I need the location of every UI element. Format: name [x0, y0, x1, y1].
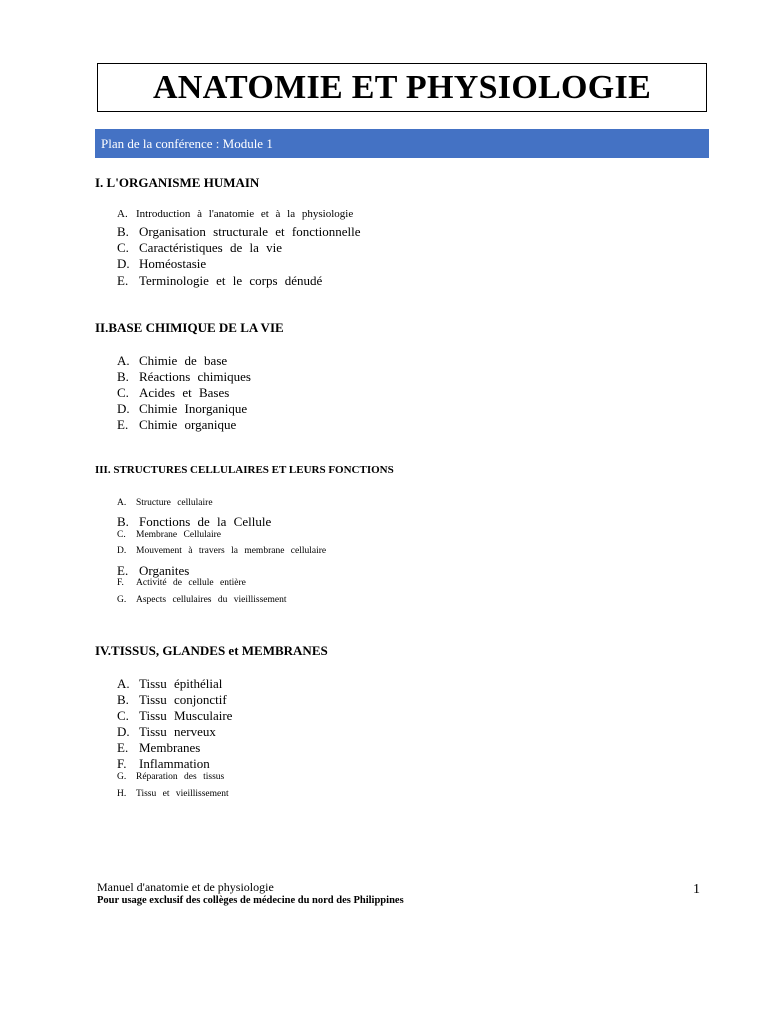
item-text: Inflammation [139, 756, 210, 771]
item-text: Mouvement à travers la membrane cellulaire [136, 546, 327, 556]
item-text: Acides et Bases [139, 385, 230, 400]
list-item [117, 725, 216, 738]
item-text: Réactions chimiques [139, 369, 251, 384]
list-item [117, 241, 282, 254]
item-text: Chimie de base [139, 353, 228, 368]
item-letter: H. [117, 789, 127, 799]
item-text: Structure cellulaire [136, 498, 213, 508]
list-item [117, 564, 189, 577]
item-text: Organites [139, 563, 190, 578]
list-item [117, 418, 236, 431]
item-text: Réparation des tissus [136, 772, 225, 782]
list-item [117, 354, 227, 367]
section-heading: III. STRUCTURES CELLULAIRES ET LEURS FONCTIONS [95, 464, 394, 476]
item-text: Membranes [139, 740, 201, 755]
item-letter: D. [117, 256, 130, 271]
item-text: Tissu épithélial [139, 676, 223, 691]
item-letter: C. [117, 530, 126, 540]
list-item [117, 402, 247, 415]
item-letter: E. [117, 417, 129, 432]
item-text: Organisation structurale et fonctionnelle [139, 224, 361, 239]
list-item [117, 274, 322, 287]
item-letter: B. [117, 514, 129, 529]
item-text: Chimie Inorganique [139, 401, 248, 416]
list-item [117, 579, 246, 589]
item-letter: A. [117, 353, 130, 368]
section-heading: II.BASE CHIMIQUE DE LA VIE [95, 320, 284, 335]
list-item [117, 677, 222, 690]
list-item [117, 547, 326, 557]
item-text: Chimie organique [139, 417, 237, 432]
list-item [117, 225, 361, 238]
item-letter: F. [117, 578, 124, 588]
list-item [117, 741, 200, 754]
item-text: Tissu Musculaire [139, 708, 233, 723]
item-letter: B. [117, 224, 129, 239]
list-item [117, 370, 251, 383]
item-text: Caractéristiques de la vie [139, 240, 283, 255]
item-letter: E. [117, 563, 129, 578]
item-text: Aspects cellulaires du vieillissement [136, 595, 287, 605]
item-text: Tissu conjonctif [139, 692, 227, 707]
item-letter: G. [117, 772, 127, 782]
item-text: Membrane Cellulaire [136, 530, 221, 540]
list-item [117, 386, 229, 399]
list-item [117, 515, 271, 528]
title-box [97, 63, 707, 112]
section-heading: IV.TISSUS, GLANDES et MEMBRANES [95, 643, 328, 658]
list-item [117, 257, 206, 270]
item-letter: C. [117, 385, 129, 400]
list-item [117, 531, 221, 541]
module-banner [95, 129, 709, 158]
item-letter: A. [117, 676, 130, 691]
list-item [117, 709, 232, 722]
document-title: ANATOMIE ET PHYSIOLOGIE [152, 68, 652, 106]
page-number: 1 [693, 882, 700, 897]
item-text: Tissu nerveux [139, 724, 216, 739]
footer [97, 880, 404, 909]
item-letter: B. [117, 692, 129, 707]
list-item [117, 209, 353, 220]
item-text: Terminologie et le corps dénudé [139, 273, 323, 288]
item-letter: A. [117, 498, 127, 508]
list-item [117, 790, 229, 800]
item-text: Tissu et vieillissement [136, 789, 229, 799]
item-letter: A. [117, 208, 128, 220]
item-letter: G. [117, 595, 127, 605]
module-banner-text: Plan de la conférence : Module 1 [101, 135, 273, 151]
footer-notice: Pour usage exclusif des collèges de médecine du nord des Philippines [97, 895, 404, 907]
item-letter: E. [117, 273, 129, 288]
list-item [117, 596, 287, 606]
item-letter: D. [117, 401, 130, 416]
item-letter: C. [117, 240, 129, 255]
item-letter: D. [117, 724, 130, 739]
item-letter: F. [117, 756, 127, 771]
item-letter: E. [117, 740, 129, 755]
item-text: Introduction à l'anatomie et à la physiologie [136, 208, 354, 220]
item-text: Fonctions de la Cellule [139, 514, 272, 529]
list-item [117, 757, 210, 770]
footer-title: Manuel d'anatomie et de physiologie [97, 880, 274, 894]
item-letter: B. [117, 369, 129, 384]
item-text: Activité de cellule entière [136, 578, 246, 588]
item-letter: D. [117, 546, 127, 556]
section-heading: I. L'ORGANISME HUMAIN [95, 175, 260, 190]
item-letter: C. [117, 708, 129, 723]
list-item [117, 773, 224, 783]
list-item [117, 693, 227, 706]
list-item [117, 499, 213, 509]
item-text: Homéostasie [139, 256, 207, 271]
